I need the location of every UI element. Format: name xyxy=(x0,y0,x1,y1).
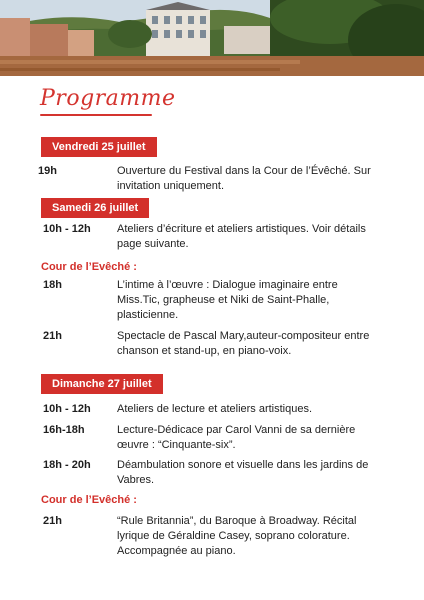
event-description: L’intime à l’œuvre : Dialogue imaginaire entre Miss.Tic, grapheuse et Niki de Saint-Phalle, plasticienne. xyxy=(117,279,338,321)
event-description: Lecture-Dédicace par Carol Vanni de sa dernière œuvre : “Cinquante-six”. xyxy=(117,424,356,451)
event-description: Ateliers de lecture et ateliers artistiques. xyxy=(117,403,313,415)
event-time: 10h - 12h xyxy=(43,403,91,415)
title-underline xyxy=(40,114,152,116)
venue-heading: Cour de l’Evêché : xyxy=(41,261,137,273)
event-description: Spectacle de Pascal Mary,auteur-compositeur entre chanson et stand-up, en piano-voix. xyxy=(117,330,370,357)
event-time: 21h xyxy=(43,330,62,342)
day-badge-vendredi: Vendredi 25 juillet xyxy=(41,137,157,157)
day-badge-samedi: Samedi 26 juillet xyxy=(41,198,149,218)
event-time: 18h - 20h xyxy=(43,459,91,471)
event-description: Déambulation sonore et visuelle dans les jardins de Vabres. xyxy=(117,459,369,486)
event-description: Ouverture du Festival dans la Cour de l’Évêché. Sur invitation uniquement. xyxy=(117,165,371,192)
event-time: 18h xyxy=(43,279,62,291)
event-description: “Rule Britannia”, du Baroque à Broadway. Récital lyrique de Géraldine Casey, soprano colorature. Accompagnée au piano. xyxy=(117,515,357,557)
event-time: 10h - 12h xyxy=(43,223,91,235)
header-photo xyxy=(0,0,424,76)
event-time: 16h-18h xyxy=(43,424,85,436)
day-badge-dimanche: Dimanche 27 juillet xyxy=(41,374,163,394)
venue-heading: Cour de l’Evêché : xyxy=(41,494,137,506)
event-description: Ateliers d’écriture et ateliers artistiques. Voir détails page suivante. xyxy=(117,223,366,250)
programme-title: Programme xyxy=(40,86,176,111)
event-time: 19h xyxy=(38,165,57,177)
event-time: 21h xyxy=(43,515,62,527)
